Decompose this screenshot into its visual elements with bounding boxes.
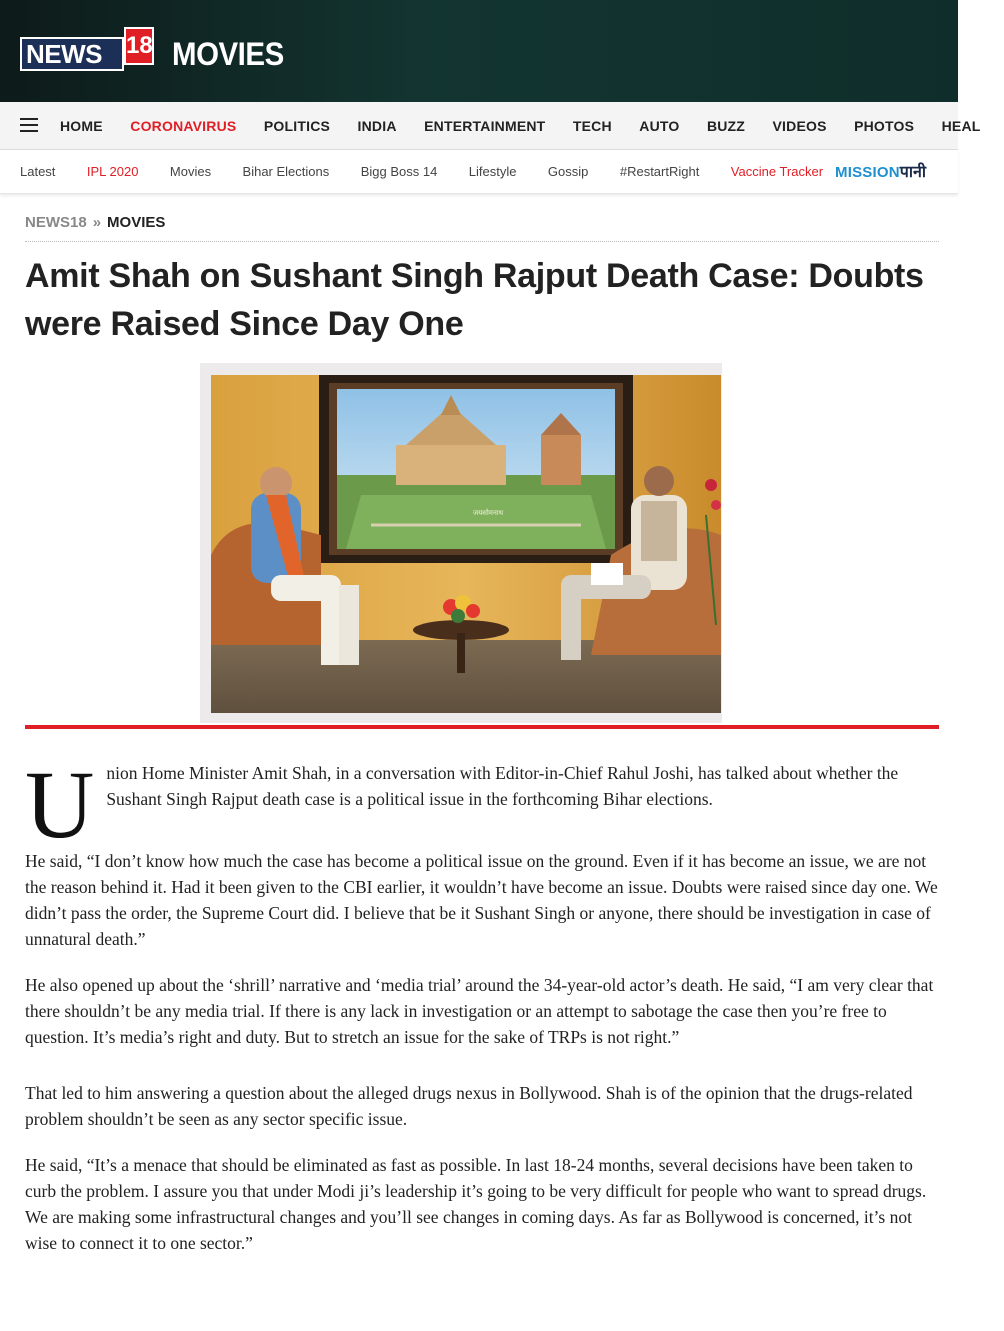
breadcrumb <box>25 214 939 242</box>
subnav-item-bigg-boss[interactable]: Bigg Boss 14 <box>360 164 438 179</box>
subnav-item-vaccine-tracker[interactable]: Vaccine Tracker <box>730 164 824 179</box>
sub-navigation <box>0 150 958 194</box>
subnav-item-lifestyle[interactable]: Lifestyle <box>468 164 517 179</box>
article-paragraph-4: That led to him answering a question about the alleged drugs nexus in Bollywood. Shah is of the opinion that the drugs-related problem shouldn’t be seen as any sector specific issue. <box>25 1083 913 1129</box>
subnav-item-gossip[interactable]: Gossip <box>547 164 589 179</box>
section-title[interactable]: MOVIES <box>172 36 284 72</box>
mission-pani-logo[interactable] <box>835 162 926 183</box>
logo-text: NEWS <box>20 37 124 71</box>
article-paragraph-1: nion Home Minister Amit Shah, in a conversation with Editor-in-Chief Rahul Joshi, has talked about whether the Sushant Singh Rajput death case is a political issue in the forthcoming Bihar elections. <box>106 763 899 809</box>
painting-caption: जयसोमनाथ <box>473 509 504 517</box>
nav-item-coronavirus[interactable]: CORONAVIRUS <box>130 118 237 134</box>
site-header <box>0 0 958 102</box>
nav-item-politics[interactable]: POLITICS <box>263 118 331 134</box>
breadcrumb-home[interactable]: NEWS18 <box>25 214 87 231</box>
nav-item-india[interactable]: INDIA <box>357 118 397 134</box>
subnav-item-movies[interactable]: Movies <box>169 164 212 179</box>
pani-text: पानी <box>899 162 927 181</box>
logo-number: 18 <box>124 27 154 65</box>
nav-item-entertainment[interactable]: ENTERTAINMENT <box>424 118 546 134</box>
article-image <box>211 375 721 713</box>
article-paragraph-3: He also opened up about the ‘shrill’ narrative and ‘media trial’ around the 34-year-old actor’s death. He said, “I am very clear that there shouldn’t be any media trial. If there is any lack in investigation or an attempt to sabotage the case then you’re free to question. It’s media’s right and duty. But to stretch an issue for the sake of TRPs is not right.” <box>25 975 934 1047</box>
nav-item-home[interactable]: HOME <box>60 118 103 134</box>
nav-item-auto[interactable]: AUTO <box>639 118 680 134</box>
subnav-item-bihar-elections[interactable]: Bihar Elections <box>242 164 330 179</box>
subnav-item-ipl[interactable]: IPL 2020 <box>86 164 139 179</box>
article-title: Amit Shah on Sushant Singh Rajput Death Case: Doubts were Raised Since Day One <box>25 257 924 343</box>
nav-item-videos[interactable]: VIDEOS <box>772 118 827 134</box>
nav-item-tech[interactable]: TECH <box>572 118 612 134</box>
nav-item-health[interactable]: HEAL <box>941 118 981 134</box>
sub-nav-list <box>20 150 850 194</box>
breadcrumb-current[interactable]: MOVIES <box>107 214 166 231</box>
article-image-frame <box>200 363 722 723</box>
article-paragraph-5: He said, “It’s a menace that should be eliminated as fast as possible. In last 18-24 months, several decisions have been taken to curb the problem. I assure you that under Modi ji’s leadership it’s going to be very difficult for people who want to spread drugs. We are making some infrastructural changes and you’ll see changes in coming days. As far as Bollywood is concerned, it’s not wise to connect it to one sector.” <box>25 1155 927 1253</box>
main-nav-list <box>60 102 1004 150</box>
article-body <box>25 751 939 1256</box>
hamburger-menu-icon[interactable] <box>20 118 38 132</box>
main-navigation <box>0 102 981 150</box>
news18-logo[interactable] <box>20 27 153 73</box>
subnav-item-restartright[interactable]: #RestartRight <box>619 164 700 179</box>
drop-cap: U <box>25 751 95 858</box>
nav-item-photos[interactable]: PHOTOS <box>854 118 915 134</box>
subnav-item-latest[interactable]: Latest <box>20 164 56 179</box>
mission-text: MISSION <box>835 164 900 181</box>
article-paragraph-2: He said, “I don’t know how much the case has become a political issue on the ground. Even if it has become an issue, we are not the reason behind it. Had it been given to the CBI earlier, it wouldn’t have become an issue. Doubts were raised since day one. We didn’t pass the order, the Supreme Court did. I believe that be it Sushant Singh or anyone, there should be investigation in case of unnatural death.” <box>25 851 938 949</box>
image-divider-rule <box>25 725 939 729</box>
breadcrumb-separator: » <box>92 214 102 231</box>
nav-item-buzz[interactable]: BUZZ <box>706 118 746 134</box>
